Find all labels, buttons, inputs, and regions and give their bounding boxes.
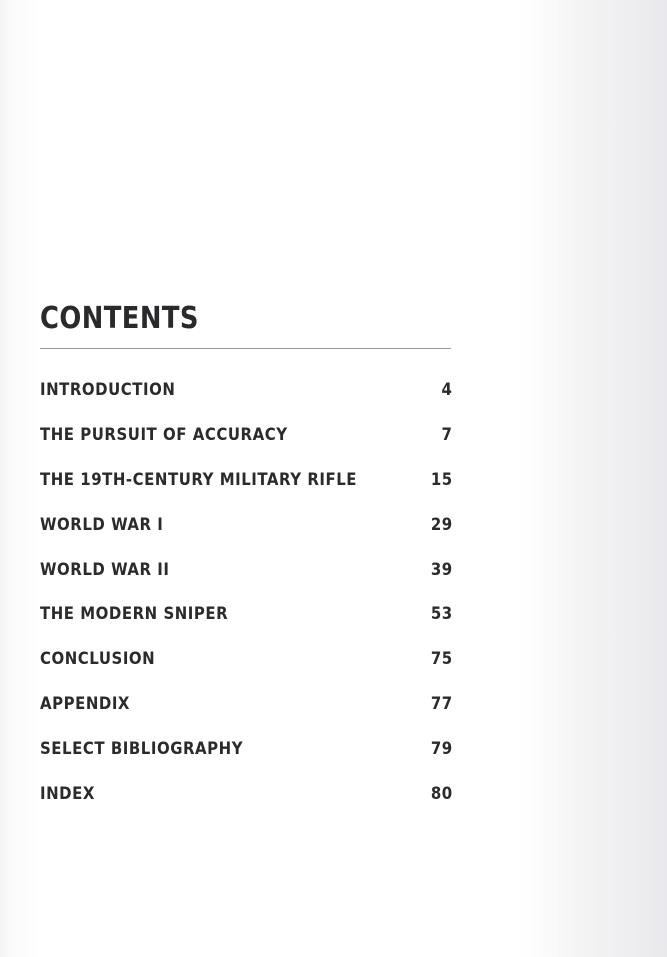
toc-entry [40, 646, 452, 691]
table-of-contents [40, 377, 452, 826]
toc-entry-title: WORLD WAR II [40, 559, 170, 580]
toc-entry-page-number: 53 [430, 604, 452, 625]
toc-entry-page-number: 39 [430, 559, 452, 580]
toc-entry [40, 691, 452, 736]
toc-entry-title: THE MODERN SNIPER [40, 604, 229, 625]
toc-entry-page-number: 7 [441, 424, 452, 445]
toc-entry-title: THE 19TH-CENTURY MILITARY RIFLE [40, 469, 358, 490]
toc-entry [40, 557, 452, 602]
toc-entry [40, 467, 452, 512]
toc-entry-page-number: 15 [430, 469, 452, 490]
toc-entry-title: SELECT BIBLIOGRAPHY [40, 739, 244, 760]
contents-heading: CONTENTS [40, 301, 199, 336]
toc-entry [40, 512, 452, 557]
toc-entry [40, 736, 452, 781]
toc-entry-page-number: 75 [430, 649, 452, 670]
toc-entry [40, 422, 452, 467]
toc-entry-page-number: 77 [430, 694, 452, 715]
toc-entry [40, 377, 452, 422]
toc-entry-page-number: 4 [441, 380, 452, 400]
toc-entry-title: WORLD WAR I [40, 514, 164, 535]
toc-entry-page-number: 29 [430, 514, 452, 535]
toc-entry-title: APPENDIX [40, 694, 130, 715]
toc-entry-page-number: 79 [430, 739, 452, 760]
toc-entry-page-number: 80 [430, 784, 452, 805]
toc-entry-title: INDEX [40, 784, 95, 805]
page-edge-shading [557, 0, 667, 957]
toc-entry-title: INTRODUCTION [40, 380, 176, 400]
heading-divider [40, 348, 451, 349]
toc-entry-title: THE PURSUIT OF ACCURACY [40, 424, 288, 445]
toc-entry [40, 601, 452, 646]
toc-entry-title: CONCLUSION [40, 649, 156, 670]
toc-entry [40, 781, 452, 826]
